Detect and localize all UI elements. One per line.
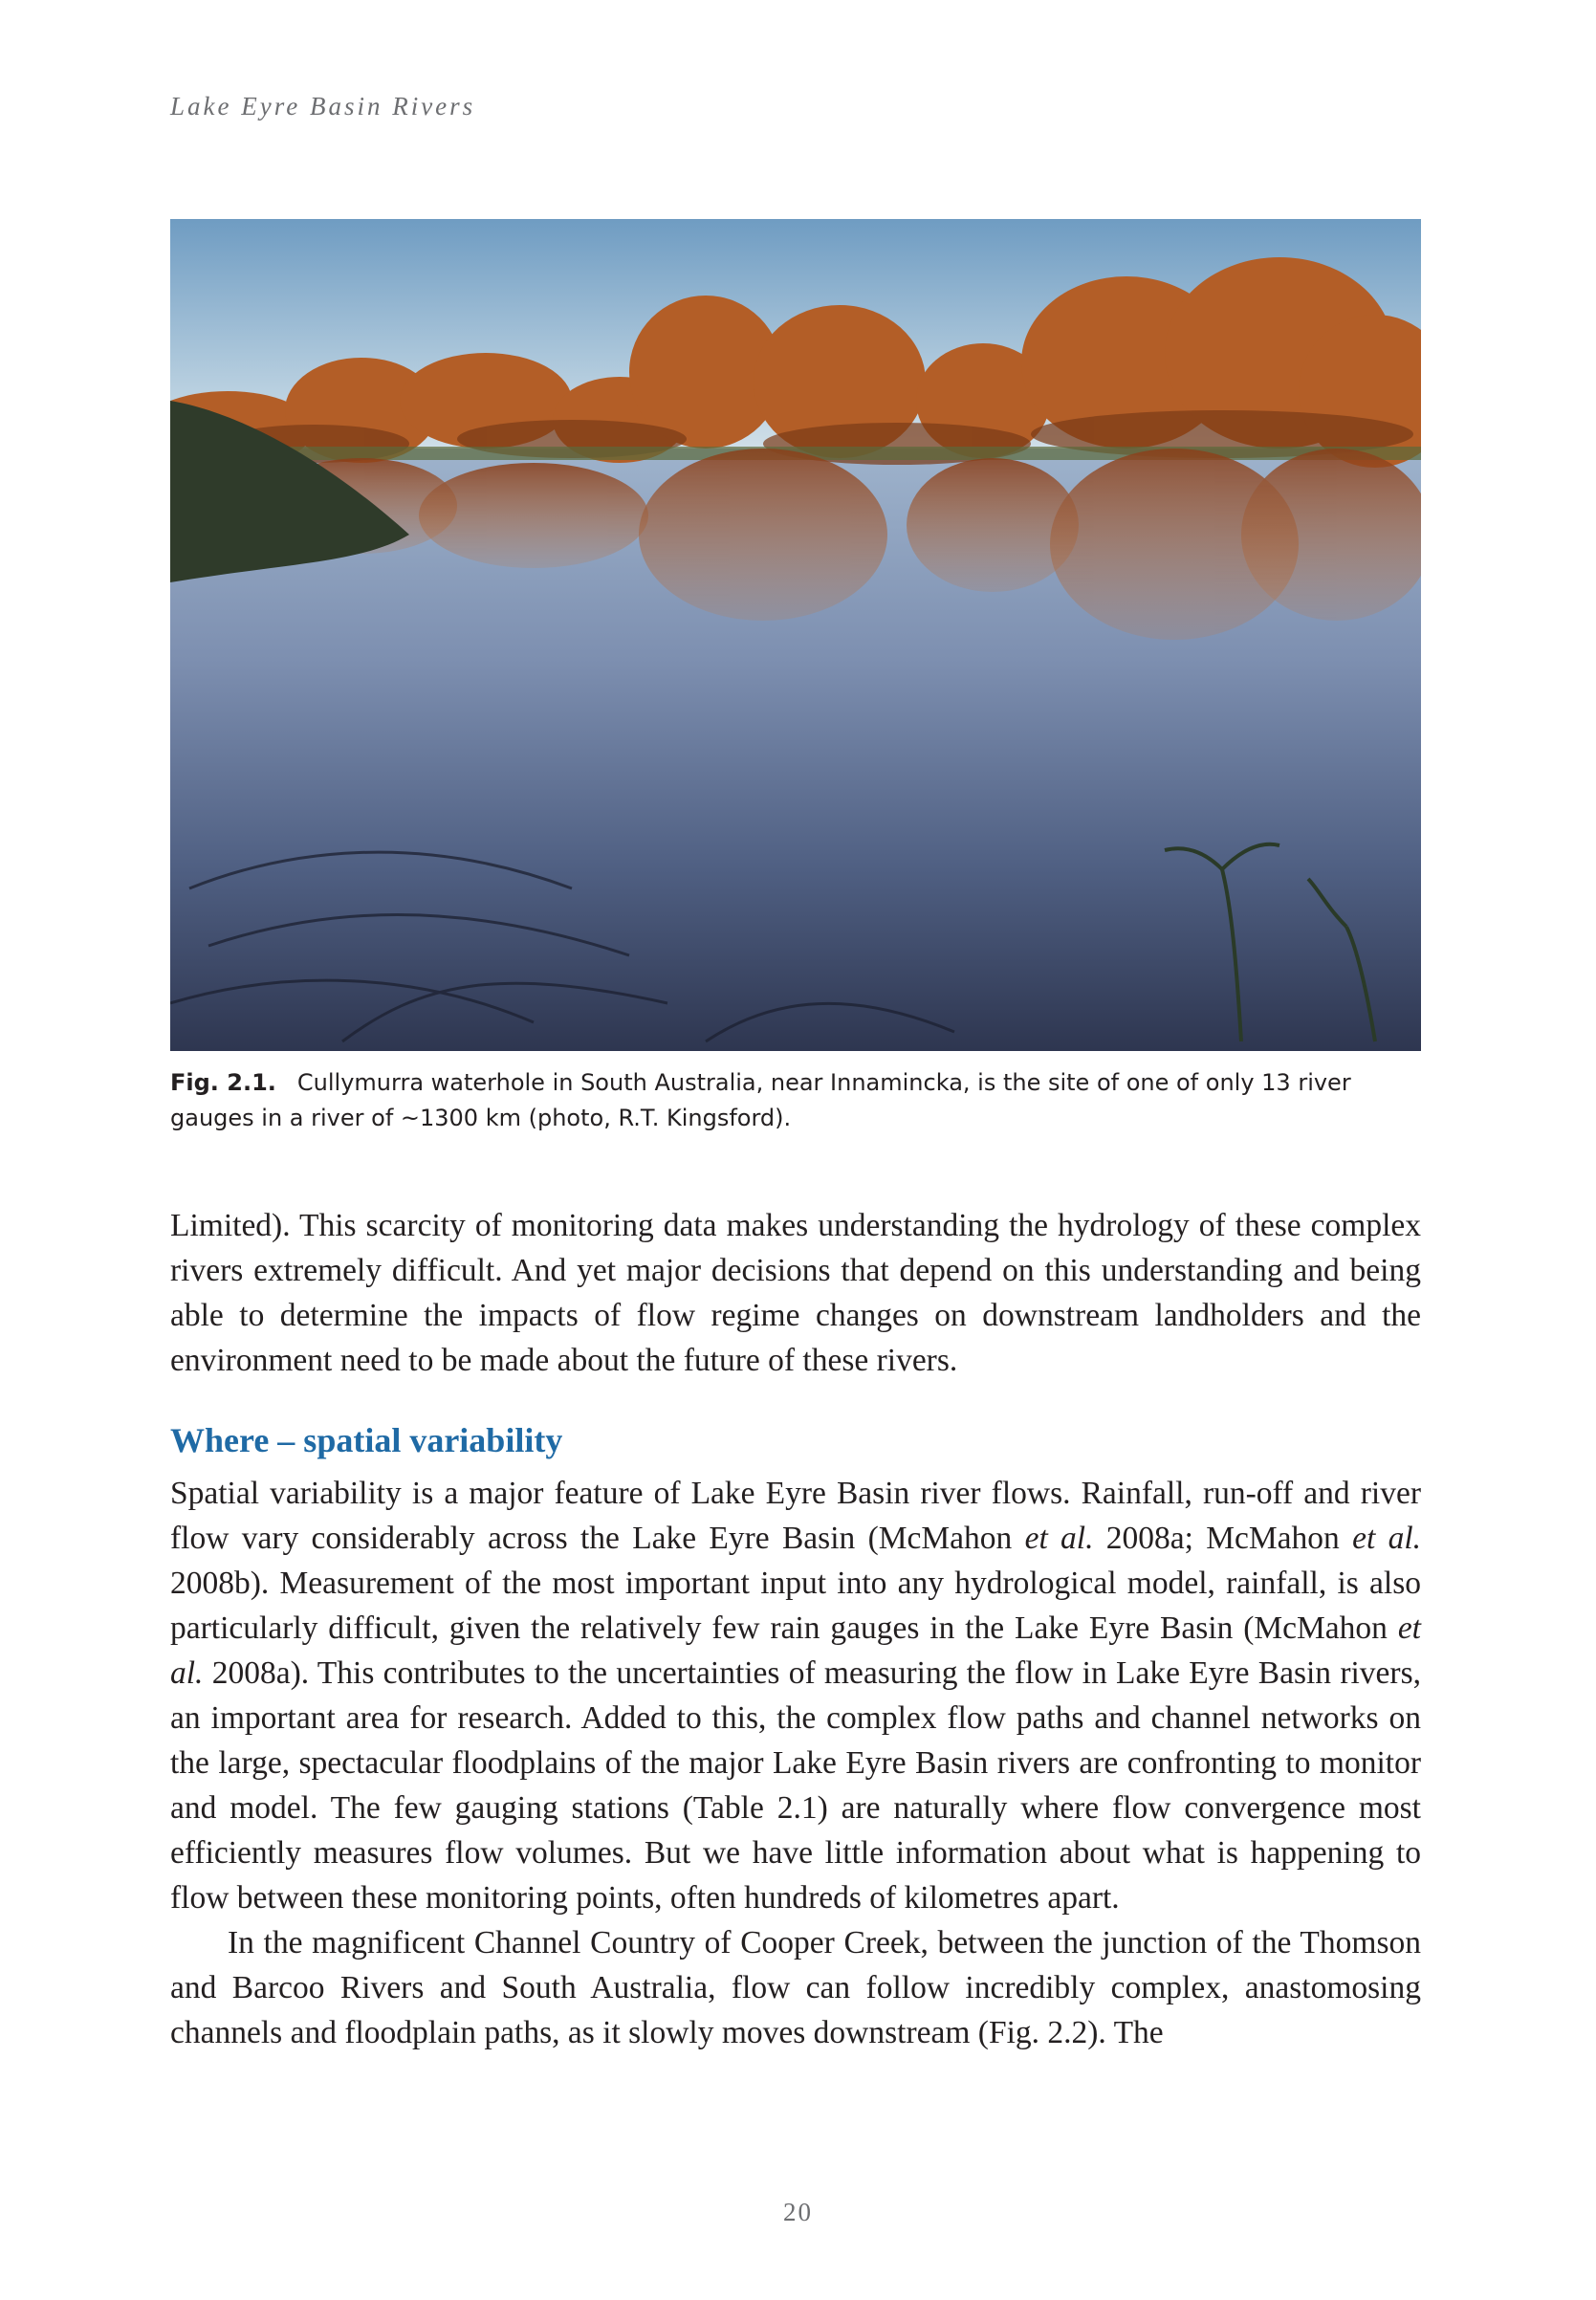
spatial-text-c: 2008b). Measurement of the most important input into any hydrological model, rainfall, is also particularly difficult, given the relatively few rain gauges in the Lake Eyre Basin (McMahon xyxy=(170,1566,1421,1646)
waterhole-photo xyxy=(170,219,1421,1051)
intro-paragraph xyxy=(170,1203,1421,1383)
intro-paragraph-text: Limited). This scarcity of monitoring data makes understanding the hydrology of these complex rivers extremely difficult. And yet major decisions that depend on this understanding and being able to determine the impacts of flow regime changes on downstream landholders and the environment need to be made about the future of these rivers. xyxy=(170,1208,1421,1378)
figure-caption xyxy=(170,1065,1421,1136)
et-al-3: et al. xyxy=(170,1610,1421,1691)
spatial-paragraph xyxy=(170,1471,1421,1920)
spatial-text-a: Spatial variability is a major feature of Lake Eyre Basin river flows. Rainfall, run-off and river flow vary considerably across the Lake Eyre Basin (McMahon xyxy=(170,1476,1421,1556)
waterhole-photo-illustration xyxy=(170,219,1421,1051)
spatial-text-d: 2008a). This contributes to the uncertainties of measuring the flow in Lake Eyre Basin rivers, an important area for research. Added to this, the complex flow paths and channel networks on the large, spectacular floodplains of the major Lake Eyre Basin rivers are confronting to monitor and model. The few gauging stations (Table 2.1) are naturally where flow convergence most efficiently measures flow volumes. But we have little information about what is happening to flow between these monitoring points, often hundreds of kilometres apart. xyxy=(170,1655,1421,1916)
running-head: Lake Eyre Basin Rivers xyxy=(170,92,476,120)
channel-country-paragraph: In the magnificent Channel Country of Cooper Creek, between the junction of the Thomson and Barcoo Rivers and South Australia, flow can follow incredibly complex, anastomosing channels and floodplain paths, as it slowly moves downstream (Fig. 2.2). The xyxy=(170,1925,1421,2050)
spatial-section-text xyxy=(170,1471,1421,2055)
figure-label: Fig. 2.1. xyxy=(170,1069,276,1096)
et-al-2: et al. xyxy=(1352,1521,1422,1556)
spatial-text-b: 2008a; McMahon xyxy=(1093,1521,1353,1556)
et-al-1: et al. xyxy=(1024,1521,1094,1556)
page-number: 20 xyxy=(783,2198,813,2226)
figure-caption-text: Cullymurra waterhole in South Australia, near Innamincka, is the site of one of only 13 river gauges in a river of ~1300 km (photo, R.T. Kingsford). xyxy=(170,1069,1351,1131)
section-heading: Where – spatial variability xyxy=(170,1421,563,1459)
